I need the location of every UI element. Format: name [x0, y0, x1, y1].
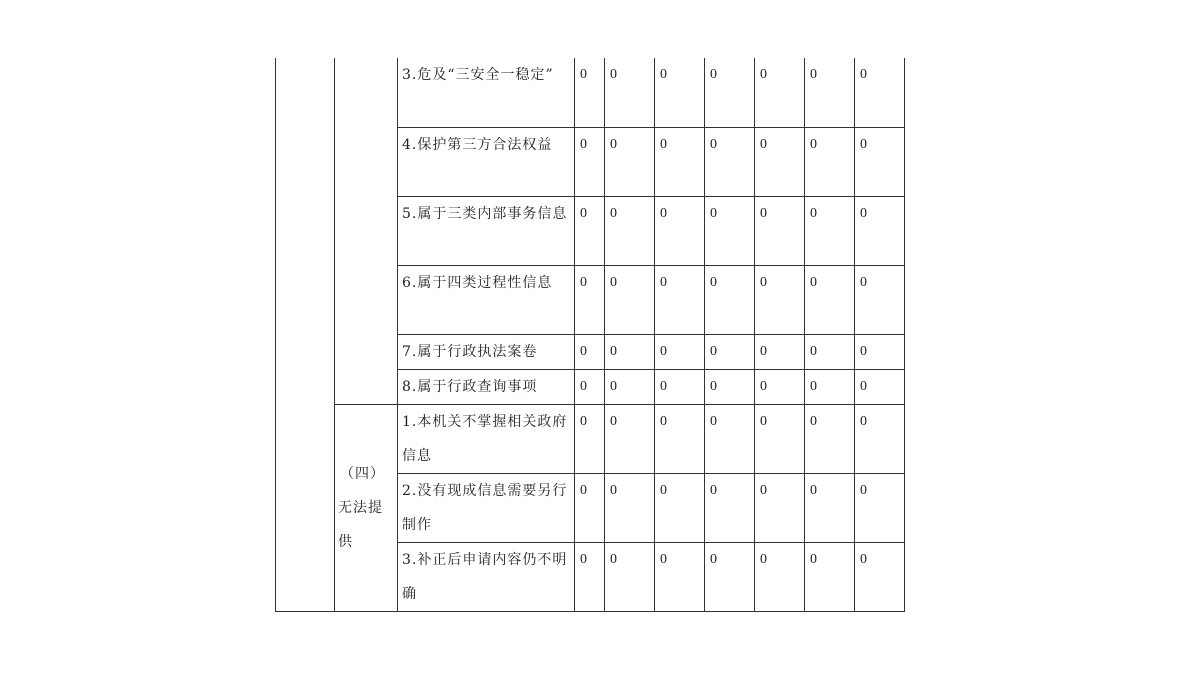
table-row — [276, 58, 905, 127]
group4-value-cell: 0 — [805, 404, 855, 473]
group3-value-cell: 0 — [755, 369, 805, 404]
group3-value-cell: 0 — [805, 58, 855, 127]
item-label: 3.补正后申请内容仍不明确 — [398, 542, 575, 611]
group4-value-cell: 0 — [855, 404, 905, 473]
category-cell-group4 — [335, 404, 398, 611]
group3-value-cell: 0 — [805, 127, 855, 196]
group3-value-cell: 0 — [655, 265, 705, 334]
group3-value-cell: 0 — [805, 334, 855, 369]
group3-value-cell: 0 — [655, 334, 705, 369]
group3-value-cell: 0 — [755, 58, 805, 127]
group4-value-cell: 0 — [755, 404, 805, 473]
group3-value-cell: 0 — [855, 196, 905, 265]
item-label: 3.危及“三安全一稳定” — [398, 58, 575, 127]
group3-value-cell: 0 — [575, 58, 605, 127]
group4-value-cell: 0 — [755, 473, 805, 542]
group3-value-cell: 0 — [705, 334, 755, 369]
category-title: 无法提供 — [338, 499, 383, 550]
item-label: 5.属于三类内部事务信息 — [398, 196, 575, 265]
statistics-table — [275, 58, 905, 612]
group3-value-cell: 0 — [755, 127, 805, 196]
item-label: 8.属于行政查询事项 — [398, 369, 575, 404]
group3-value-cell: 0 — [605, 369, 655, 404]
table-row — [276, 404, 905, 473]
group4-value-cell: 0 — [575, 404, 605, 473]
group4-value-cell: 0 — [705, 473, 755, 542]
group3-value-cell: 0 — [855, 334, 905, 369]
group4-value-cell: 0 — [605, 404, 655, 473]
group3-value-cell: 0 — [855, 58, 905, 127]
group3-value-cell: 0 — [655, 127, 705, 196]
group3-value-cell: 0 — [575, 334, 605, 369]
item-label: 2.没有现成信息需要另行制作 — [398, 473, 575, 542]
group4-value-cell: 0 — [605, 473, 655, 542]
group4-value-cell: 0 — [855, 542, 905, 611]
group4-value-cell: 0 — [575, 542, 605, 611]
outer-category-cell — [276, 58, 335, 611]
group3-value-cell: 0 — [855, 265, 905, 334]
group3-value-cell: 0 — [705, 127, 755, 196]
group3-value-cell: 0 — [605, 334, 655, 369]
group3-value-cell: 0 — [705, 58, 755, 127]
group3-value-cell: 0 — [755, 265, 805, 334]
group4-value-cell: 0 — [705, 542, 755, 611]
group3-value-cell: 0 — [755, 334, 805, 369]
item-label: 6.属于四类过程性信息 — [398, 265, 575, 334]
group4-value-cell: 0 — [805, 542, 855, 611]
group3-value-cell: 0 — [575, 127, 605, 196]
group3-value-cell: 0 — [605, 196, 655, 265]
group3-value-cell: 0 — [605, 127, 655, 196]
group3-value-cell: 0 — [575, 265, 605, 334]
group3-value-cell: 0 — [705, 265, 755, 334]
group4-value-cell: 0 — [605, 542, 655, 611]
group4-value-cell: 0 — [755, 542, 805, 611]
group3-value-cell: 0 — [655, 196, 705, 265]
group4-value-cell: 0 — [655, 404, 705, 473]
group3-value-cell: 0 — [805, 369, 855, 404]
group3-value-cell: 0 — [755, 196, 805, 265]
group3-value-cell: 0 — [855, 369, 905, 404]
group4-value-cell: 0 — [805, 473, 855, 542]
group3-value-cell: 0 — [655, 369, 705, 404]
group3-value-cell: 0 — [805, 265, 855, 334]
group3-value-cell: 0 — [575, 369, 605, 404]
group4-value-cell: 0 — [655, 473, 705, 542]
group3-value-cell: 0 — [605, 265, 655, 334]
group3-value-cell: 0 — [605, 58, 655, 127]
group3-value-cell: 0 — [855, 127, 905, 196]
item-label: 4.保护第三方合法权益 — [398, 127, 575, 196]
group3-value-cell: 0 — [575, 196, 605, 265]
category-cell-group3 — [335, 58, 398, 404]
group3-value-cell: 0 — [655, 58, 705, 127]
group4-value-cell: 0 — [575, 473, 605, 542]
item-label: 1.本机关不掌握相关政府信息 — [398, 404, 575, 473]
group4-value-cell: 0 — [705, 404, 755, 473]
group3-value-cell: 0 — [805, 196, 855, 265]
category-number: （四） — [340, 465, 385, 482]
item-label: 7.属于行政执法案卷 — [398, 334, 575, 369]
group3-value-cell: 0 — [705, 369, 755, 404]
group3-value-cell: 0 — [705, 196, 755, 265]
group4-value-cell: 0 — [655, 542, 705, 611]
group4-value-cell: 0 — [855, 473, 905, 542]
